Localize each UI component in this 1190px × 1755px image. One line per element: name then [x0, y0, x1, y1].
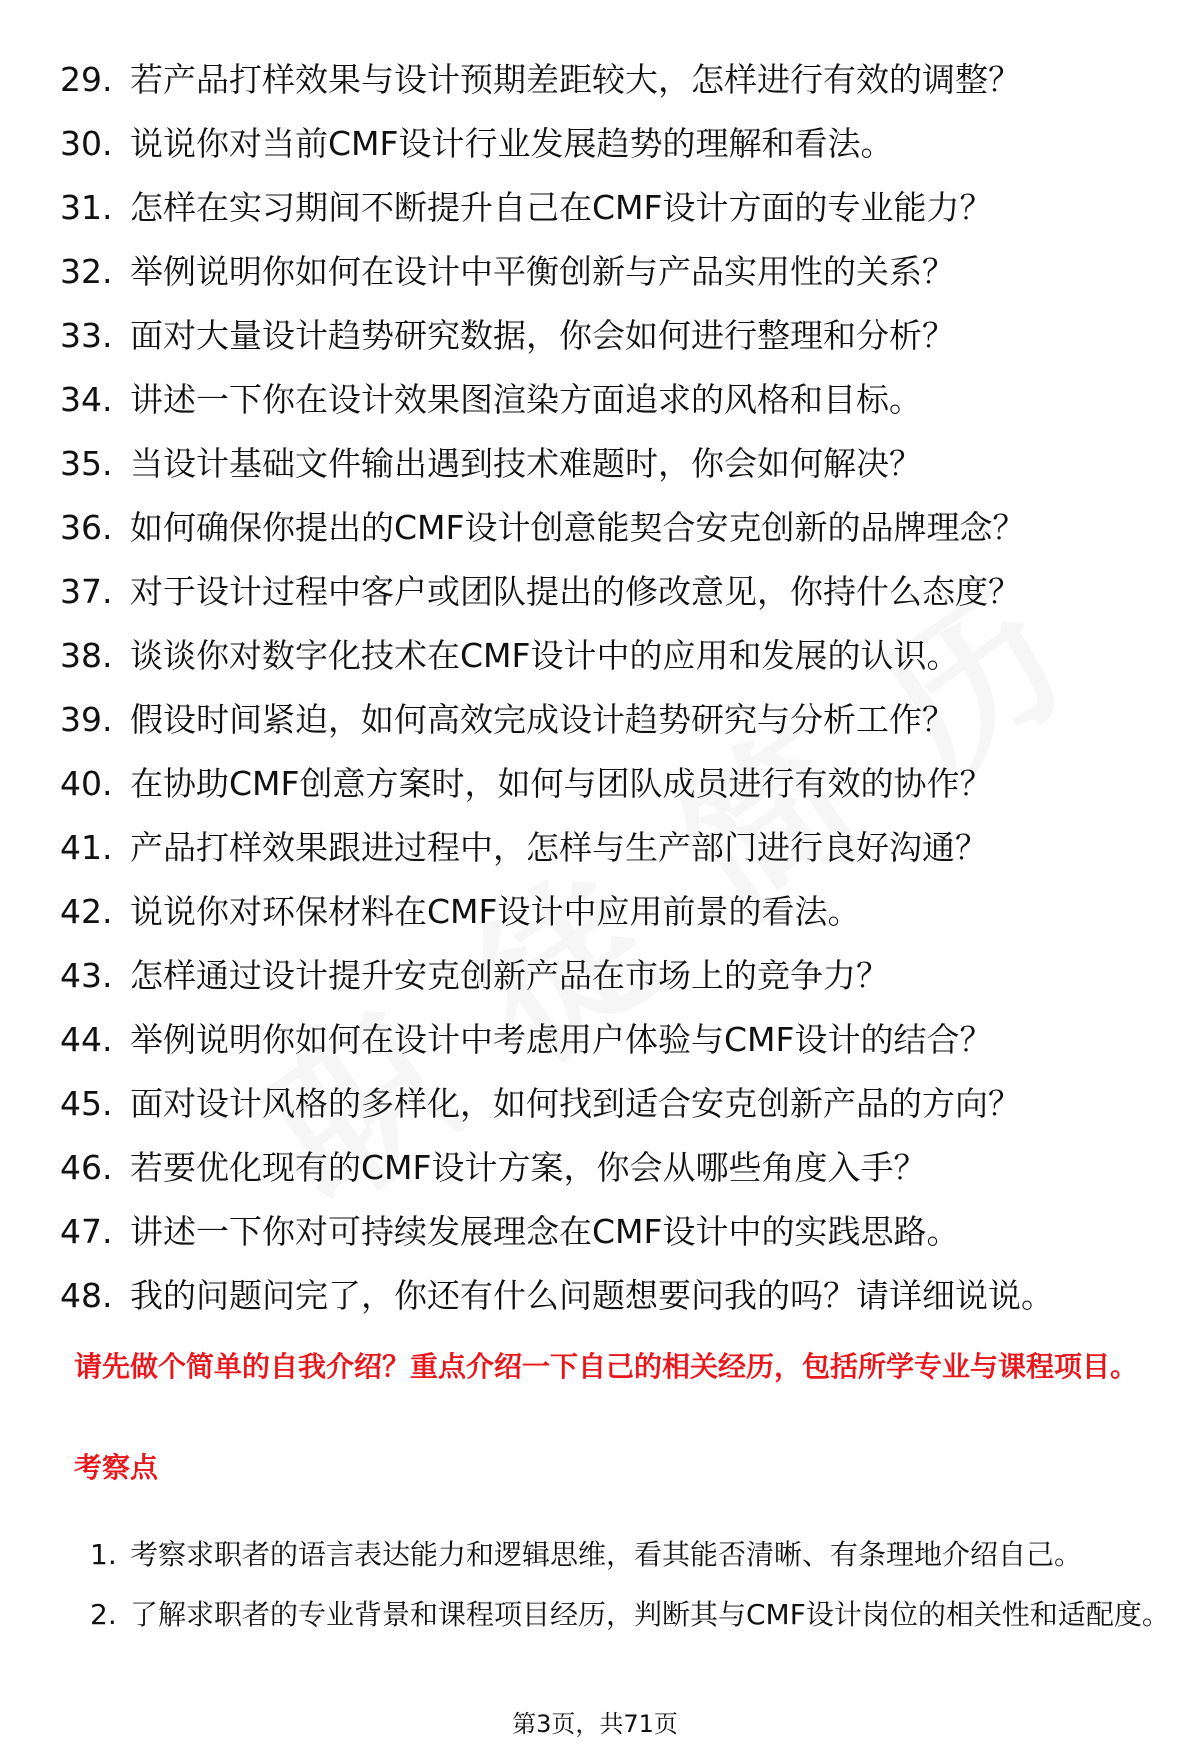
item-text: 我的问题问完了，你还有什么问题想要问我的吗？请详细说说。	[130, 1276, 1054, 1315]
list-item	[60, 944, 1170, 1008]
item-text: 当设计基础文件输出遇到技术难题时，你会如何解决？	[130, 444, 922, 483]
list-item	[60, 816, 1170, 880]
item-number: 1.	[90, 1538, 117, 1571]
list-item	[60, 48, 1170, 112]
list-item	[60, 624, 1170, 688]
item-text: 谈谈你对数字化技术在CMF设计中的应用和发展的认识。	[130, 636, 960, 675]
item-number: 43.	[60, 956, 113, 995]
list-item	[60, 496, 1170, 560]
question-list	[60, 48, 1170, 1328]
list-item	[60, 880, 1170, 944]
item-number: 2.	[90, 1598, 117, 1631]
item-text: 假设时间紧迫，如何高效完成设计趋势研究与分析工作？	[130, 700, 955, 739]
item-number: 41.	[60, 828, 113, 867]
assessment-points-heading: 考察点	[74, 1451, 159, 1484]
item-number: 42.	[60, 892, 113, 931]
item-text: 若产品打样效果与设计预期差距较大，怎样进行有效的调整？	[130, 60, 1021, 99]
item-text: 讲述一下你在设计效果图渲染方面追求的风格和目标。	[130, 380, 922, 419]
item-number: 36.	[60, 508, 113, 547]
item-text: 了解求职者的专业背景和课程项目经历，判断其与CMF设计岗位的相关性和适配度。	[130, 1598, 1170, 1631]
item-number: 37.	[60, 572, 113, 611]
list-item	[90, 1525, 1170, 1585]
item-text: 举例说明你如何在设计中平衡创新与产品实用性的关系？	[130, 252, 955, 291]
item-number: 40.	[60, 764, 113, 803]
list-item	[60, 752, 1170, 816]
item-text: 怎样在实习期间不断提升自己在CMF设计方面的专业能力？	[130, 188, 993, 227]
item-text: 举例说明你如何在设计中考虑用户体验与CMF设计的结合？	[130, 1020, 993, 1059]
item-text: 说说你对环保材料在CMF设计中应用前景的看法。	[130, 892, 861, 931]
item-number: 45.	[60, 1084, 113, 1123]
list-item	[90, 1585, 1170, 1645]
list-item	[60, 1072, 1170, 1136]
item-number: 32.	[60, 252, 113, 291]
list-item	[60, 1136, 1170, 1200]
item-number: 46.	[60, 1148, 113, 1187]
item-number: 48.	[60, 1276, 113, 1315]
list-item	[60, 1200, 1170, 1264]
item-number: 47.	[60, 1212, 113, 1251]
list-item	[60, 176, 1170, 240]
item-number: 31.	[60, 188, 113, 227]
item-text: 考察求职者的语言表达能力和逻辑思维，看其能否清晰、有条理地介绍自己。	[130, 1538, 1083, 1571]
item-text: 对于设计过程中客户或团队提出的修改意见，你持什么态度？	[130, 572, 1021, 611]
item-number: 39.	[60, 700, 113, 739]
item-text: 讲述一下你对可持续发展理念在CMF设计中的实践思路。	[130, 1212, 960, 1251]
list-item	[60, 368, 1170, 432]
item-text: 面对设计风格的多样化，如何找到适合安克创新产品的方向？	[130, 1084, 1021, 1123]
item-text: 在协助CMF创意方案时，如何与团队成员进行有效的协作？	[130, 764, 993, 803]
list-item	[60, 1264, 1170, 1328]
list-item	[60, 112, 1170, 176]
list-item	[60, 560, 1170, 624]
page-number-footer: 第3页，共71页	[512, 1710, 678, 1738]
assessment-points-list	[90, 1525, 1170, 1645]
item-text: 如何确保你提出的CMF设计创意能契合安克创新的品牌理念？	[130, 508, 1026, 547]
item-text: 怎样通过设计提升安克创新产品在市场上的竞争力？	[130, 956, 889, 995]
list-item	[60, 688, 1170, 752]
item-number: 44.	[60, 1020, 113, 1059]
item-number: 34.	[60, 380, 113, 419]
item-number: 29.	[60, 60, 113, 99]
list-item	[60, 1008, 1170, 1072]
item-text: 若要优化现有的CMF设计方案，你会从哪些角度入手？	[130, 1148, 927, 1187]
item-text: 产品打样效果跟进过程中，怎样与生产部门进行良好沟通？	[130, 828, 988, 867]
item-number: 38.	[60, 636, 113, 675]
item-number: 35.	[60, 444, 113, 483]
item-text: 面对大量设计趋势研究数据，你会如何进行整理和分析？	[130, 316, 955, 355]
list-item	[60, 432, 1170, 496]
section-question-heading: 请先做个简单的自我介绍？重点介绍一下自己的相关经历，包括所学专业与课程项目。	[74, 1350, 1139, 1383]
list-item	[60, 240, 1170, 304]
item-number: 33.	[60, 316, 113, 355]
item-number: 30.	[60, 124, 113, 163]
list-item	[60, 304, 1170, 368]
item-text: 说说你对当前CMF设计行业发展趋势的理解和看法。	[130, 124, 894, 163]
